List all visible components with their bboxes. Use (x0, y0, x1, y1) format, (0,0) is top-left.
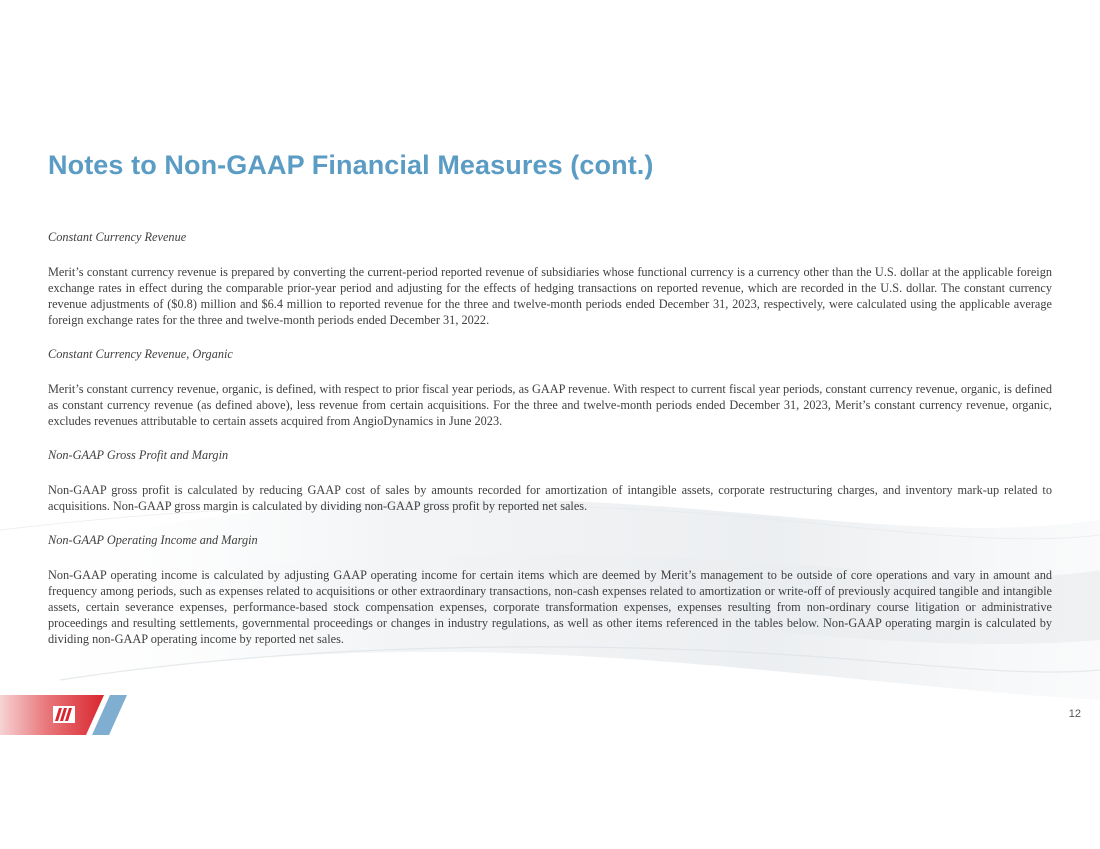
merit-logo-icon (53, 706, 75, 723)
page-number: 12 (1068, 708, 1081, 720)
section-heading: Non-GAAP Gross Profit and Margin (48, 448, 229, 462)
page-title: Notes to Non-GAAP Financial Measures (cont.) (48, 150, 654, 180)
section-text: Non-GAAP gross profit is calculated by reducing GAAP cost of sales by amounts recorded for amortization of intangible assets, corporate restructuring charges, and inventory mark-up related to acquisitions. Non-GAAP gross margin is calculated by dividing non-GAAP gross profit by reported net sales. (48, 483, 1052, 513)
section-constant-currency-revenue (48, 229, 1052, 328)
section-text: Non-GAAP operating income is calculated by adjusting GAAP operating income for certain items which are deemed by Merit’s management to be outside of core operations and vary in amount and frequency among periods, such as expenses related to acquisitions or other extraordinary transactions, non-cash expenses related to amortization or write-off of previously acquired tangible and intangible assets, certain severance expenses, performance-based stock compensation expenses, corporate transformation expenses, expenses resulting from non-ordinary course litigation or administrative proceedings and resulting settlements, governmental proceedings or changes in industry regulations, as well as other items referenced in the tables below. Non-GAAP operating margin is calculated by dividing non-GAAP operating income by reported net sales. (48, 568, 1052, 646)
section-heading: Constant Currency Revenue (48, 230, 187, 244)
section-gross-profit-margin (48, 447, 1052, 514)
footer-logo-band (0, 695, 130, 735)
section-text: Merit’s constant currency revenue is prepared by converting the current-period reported revenue of subsidiaries whose functional currency is a currency other than the U.S. dollar at the applicable foreign exchange rates in effect during the comparable prior-year period and adjusting for the effects of hedging transactions on reported revenue, which are recorded in the U.S. dollar. The constant currency revenue adjustments of ($0.8) million and $6.4 million to reported revenue for the three and twelve-month periods ended December 31, 2023, respectively, were calculated using the applicable average foreign exchange rates for the three and twelve-month periods ended December 31, 2022. (48, 265, 1052, 327)
section-heading: Constant Currency Revenue, Organic (48, 347, 233, 361)
section-text: Merit’s constant currency revenue, organic, is defined, with respect to prior fiscal year periods, as GAAP revenue. With respect to current fiscal year periods, constant currency revenue, organic, is defined as constant currency revenue (as defined above), less revenue from certain acquisitions. For the three and twelve-month periods ended December 31, 2023, Merit’s constant currency revenue, organic, excludes revenues attributable to certain assets acquired from AngioDynamics in June 2023. (48, 382, 1052, 428)
notes-body (48, 229, 1052, 665)
section-constant-currency-revenue-organic (48, 346, 1052, 429)
section-operating-income-margin (48, 532, 1052, 647)
section-heading: Non-GAAP Operating Income and Margin (48, 533, 258, 547)
